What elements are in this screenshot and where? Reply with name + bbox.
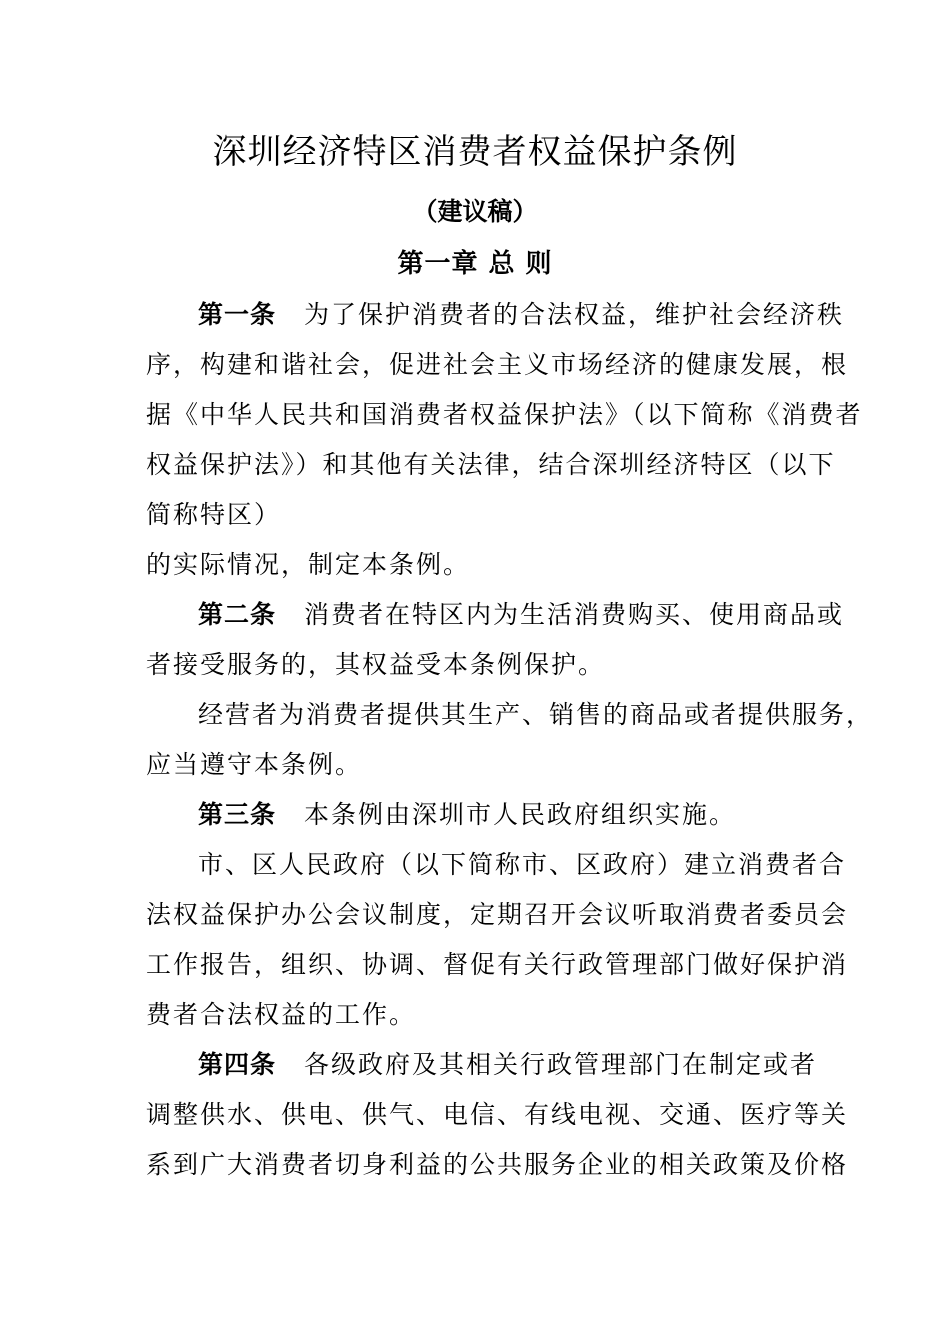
paragraph-line: 应当遵守本条例。 [146, 750, 363, 779]
article-text: 各级政府及其相关行政管理部门在制定或者 [304, 1050, 818, 1079]
chapter-heading: 第一章 总 则 [397, 249, 553, 279]
article-text: 为了保护消费者的合法权益，维护社会经济秩 [304, 300, 845, 329]
document-title: 深圳经济特区消费者权益保护条例 [212, 132, 738, 172]
article-text: 消费者在特区内为生活消费购买、使用商品或 [304, 600, 845, 629]
article-label: 第一条 [198, 300, 277, 329]
paragraph-line [146, 790, 811, 840]
article-label: 第三条 [198, 800, 277, 829]
article-1 [146, 290, 863, 590]
article-4 [146, 1040, 849, 1190]
paragraph-line: 调整供水、供电、供气、电信、有线电视、交通、医疗等关 [146, 1100, 849, 1129]
paragraph-line: 工作报告，组织、协调、督促有关行政管理部门做好保护消 [146, 950, 849, 979]
paragraph-line: 经营者为消费者提供其生产、销售的商品或者提供服务， [198, 700, 874, 729]
paragraph-line [146, 290, 845, 340]
paragraph-line: 系到广大消费者切身利益的公共服务企业的相关政策及价格 [146, 1150, 849, 1179]
paragraph-line: 市、区人民政府（以下简称市、区政府）建立消费者合 [198, 850, 847, 879]
paragraph-line: 费者合法权益的工作。 [146, 1000, 417, 1029]
paragraph-line [146, 1040, 818, 1090]
paragraph-line: 简称特区） [146, 500, 282, 529]
document-subtitle: （建议稿） [412, 197, 538, 226]
paragraph-line: 序，构建和谐社会，促进社会主义市场经济的健康发展，根 [146, 350, 849, 379]
paragraph-line: 据《中华人民共和国消费者权益保护法》（以下简称《消费者 [146, 400, 863, 429]
article-text: 本条例由深圳市人民政府组织实施。 [304, 800, 737, 829]
document-body [146, 290, 874, 1190]
paragraph-line: 者接受服务的，其权益受本条例保护。 [146, 650, 606, 679]
article-2 [146, 590, 874, 790]
article-3 [146, 790, 849, 1040]
article-label: 第四条 [198, 1050, 277, 1079]
paragraph-line [146, 590, 845, 640]
paragraph-line: 法权益保护办公会议制度，定期召开会议听取消费者委员会 [146, 900, 849, 929]
paragraph-line: 的实际情况，制定本条例。 [146, 550, 471, 579]
paragraph-line: 权益保护法》）和其他有关法律，结合深圳经济特区（以下 [146, 450, 836, 479]
article-label: 第二条 [198, 600, 277, 629]
